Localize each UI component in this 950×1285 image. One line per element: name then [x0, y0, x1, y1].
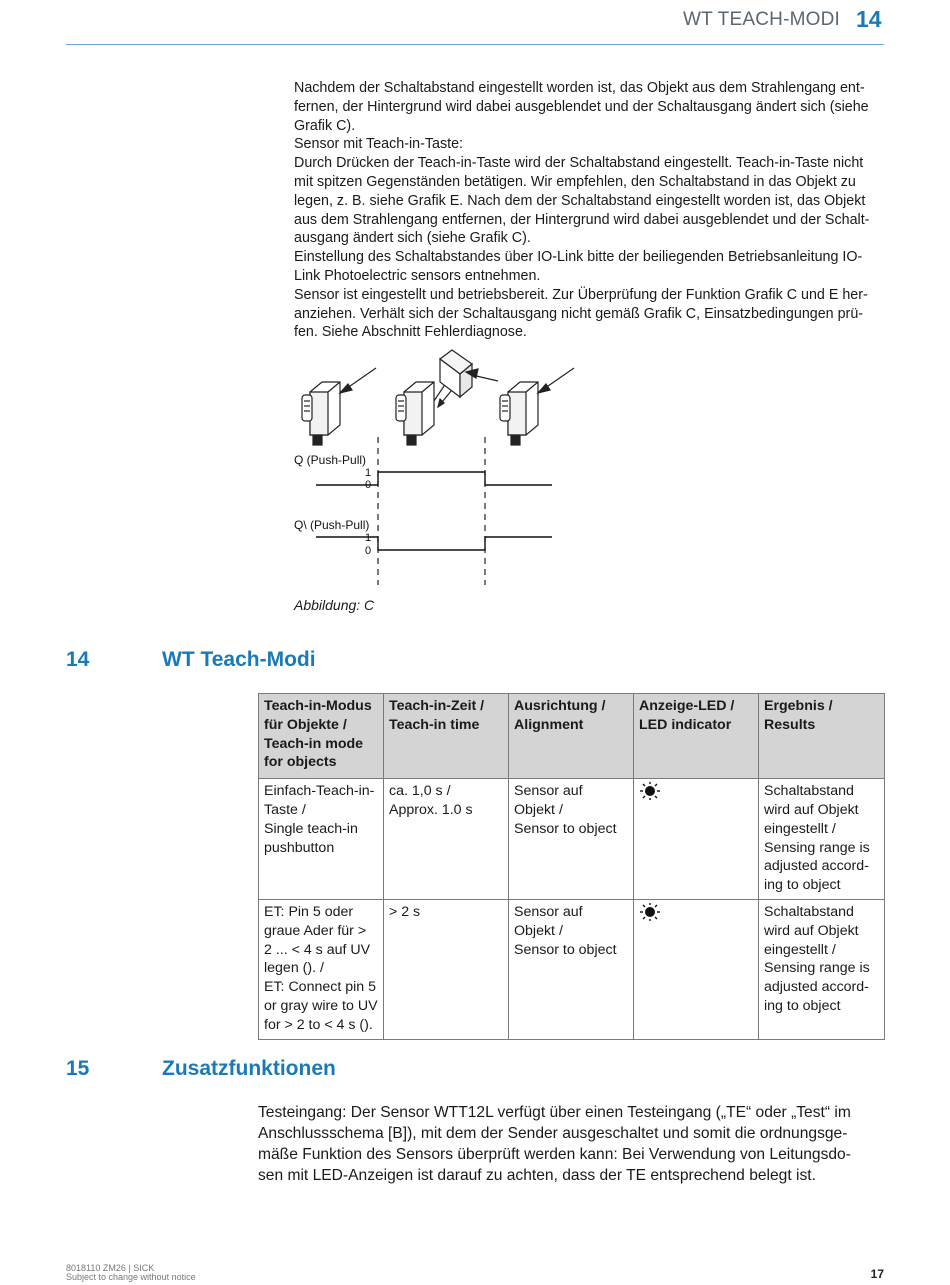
header-cell-line: Alignment [514, 716, 584, 733]
intro-line: Link Photoelectric sensors entnehmen. [294, 267, 541, 284]
signal-qn-label: Q\ (Push-Pull) [294, 518, 370, 532]
table-cell-led-icon [634, 899, 759, 1039]
section-15-line: Anschlussschema [B]), mit dem der Sender ausgeschaltet und somit die ordnungsge- [258, 1125, 848, 1142]
cell-line: adjusted accord- [764, 858, 869, 875]
footer-notice: Subject to change without notice [66, 1272, 196, 1282]
cell-line: eingestellt / [764, 820, 836, 837]
table-header-row [259, 694, 885, 779]
cell-line: Sensing range is [764, 960, 870, 977]
sensor-icon [302, 368, 376, 445]
cell-line: 2 ... < 4 s auf UV [264, 941, 371, 958]
cell-line: Einfach-Teach-in- [264, 783, 375, 800]
intro-line: mit spitzen Gegenständen betätigen. Wir empfehlen, den Schaltabstand in das Objekt zu [294, 173, 856, 190]
cell-line: eingestellt / [764, 941, 836, 958]
intro-line: ausgang ändert sich (siehe Grafik C). [294, 230, 531, 247]
header-cell-line: LED indicator [639, 716, 732, 733]
table-cell-result [759, 899, 885, 1039]
section-15-text [258, 1102, 886, 1186]
table-row [259, 779, 885, 900]
table-cell-led-icon [634, 779, 759, 900]
intro-line: fen. Siehe Abschnitt Fehlerdiagnose. [294, 324, 527, 341]
section-14-title: WT Teach-Modi [162, 648, 316, 671]
header-cell-line: for objects [264, 754, 337, 771]
cell-line: Taste / [264, 801, 306, 818]
cell-line: legen (). / [264, 960, 324, 977]
header-cell-line: für Objekte / [264, 716, 347, 733]
header-cell-line: Ausrichtung / [514, 698, 606, 714]
cell-line: for > 2 to < 4 s (). [264, 1016, 373, 1033]
section-14-number: 14 [66, 648, 90, 671]
cell-line: ing to object [764, 877, 841, 894]
table-header-cell [259, 694, 384, 779]
table-row [259, 899, 885, 1039]
cell-line: Single teach-in [264, 820, 358, 837]
intro-line: aus dem Strahlengang entfernen, der Hintergrund wird dabei ausgeblendet und der Schalt- [294, 211, 870, 228]
figure-caption: Abbildung: C [294, 597, 375, 613]
level-low-label: 0 [365, 479, 372, 491]
intro-text [294, 79, 886, 342]
cell-line: wird auf Objekt [764, 801, 859, 818]
cell-line: adjusted accord- [764, 979, 869, 996]
intro-line: Grafik C). [294, 117, 356, 134]
cell-line: Schaltabstand [764, 783, 854, 800]
intro-line: Durch Drücken der Teach-in-Taste wird der Schaltabstand eingestellt. Teach-in-Taste nicht [294, 155, 864, 172]
level-high-label: 1 [365, 467, 372, 479]
led-flashing-icon [639, 903, 661, 921]
table-header-cell [384, 694, 509, 779]
object-icon [440, 350, 498, 397]
cell-line: Approx. 1.0 s [389, 801, 473, 818]
cell-line: ET: Pin 5 oder [264, 903, 354, 920]
cell-line: or gray wire to UV [264, 997, 378, 1014]
header-cell-line: Ergebnis / [764, 698, 833, 714]
cell-line: > 2 s [389, 903, 421, 920]
section-15-title: Zusatzfunktionen [162, 1057, 336, 1080]
signal-q-trace [316, 472, 552, 485]
level-low-label: 0 [365, 545, 372, 557]
cell-line: ca. 1,0 s / [389, 783, 451, 800]
header-cell-line: Teach-in-Modus [264, 698, 372, 714]
table-header-cell [634, 694, 759, 779]
table-cell-time [384, 779, 509, 900]
header-cell-line: Teach-in-Zeit / [389, 698, 485, 714]
section-15-line: Testeingang: Der Sensor WTT12L verfügt über einen Testeingang („TE“ oder „Test“ im [258, 1104, 851, 1121]
cell-line: ET: Connect pin 5 [264, 979, 376, 996]
table-body [259, 779, 885, 1039]
header-title: WT TEACH-MODI [682, 9, 840, 30]
table-cell-result [759, 779, 885, 900]
intro-line: Einstellung des Schaltabstandes über IO-Link bitte der beiliegenden Betriebsanleitung IO- [294, 249, 863, 266]
table-cell-time [384, 899, 509, 1039]
cell-line: Objekt / [514, 922, 563, 939]
section-15-line: mäße Funktion des Sensors überprüft werden kann: Bei Verwendung von Leitungsdo- [258, 1146, 851, 1163]
header-cell-line: Results [764, 716, 816, 733]
cell-line: Sensor auf [514, 783, 583, 800]
level-high-label: 1 [365, 532, 372, 544]
cell-line: Sensor to object [514, 941, 617, 958]
cell-line: Sensor auf [514, 903, 583, 920]
cell-line: Schaltabstand [764, 903, 854, 920]
signal-q-label: Q (Push-Pull) [294, 453, 367, 467]
cell-line: ing to object [764, 997, 841, 1014]
header-cell-line: Anzeige-LED / [639, 698, 735, 714]
teach-diagram [288, 345, 588, 595]
intro-line: Sensor ist eingestellt und betriebsbereit. Zur Überprüfung der Funktion Grafik C und E her- [294, 286, 868, 303]
header-rule [66, 44, 884, 45]
intro-line: fernen, der Hintergrund wird dabei ausgeblendet und der Schaltausgang ändert sich (siehe [294, 98, 869, 115]
cell-line: wird auf Objekt [764, 922, 859, 939]
table-header-cell [509, 694, 634, 779]
table-cell-mode [259, 899, 384, 1039]
signal-qn-trace [316, 537, 552, 550]
cell-line: Sensing range is [764, 839, 870, 856]
footer-doc-id: 8018110 ZM26 | SICK [66, 1263, 155, 1273]
table-cell-alignment [509, 779, 634, 900]
intro-line: Nachdem der Schaltabstand eingestellt worden ist, das Objekt aus dem Strahlengang ent- [294, 80, 865, 96]
cell-line: pushbutton [264, 839, 335, 856]
footer-left [66, 1264, 196, 1282]
section-15-number: 15 [66, 1057, 90, 1080]
cell-line: Sensor to object [514, 820, 617, 837]
table-header-cell [759, 694, 885, 779]
teach-modes-table [258, 693, 885, 1040]
cell-line: graue Ader für > [264, 922, 367, 939]
header-cell-line: Teach-in mode [264, 735, 364, 752]
cell-line: Objekt / [514, 801, 563, 818]
header-chapter-number: 14 [856, 6, 882, 32]
intro-line: legen, z. B. siehe Grafik E. Nach dem der Schaltabstand eingestellt worden ist, das Objekt [294, 192, 866, 209]
led-flashing-icon [639, 782, 661, 800]
intro-line: Sensor mit Teach-in-Taste: [294, 136, 463, 153]
section-15-line: sen mit LED-Anzeigen ist darauf zu achten, dass der TE entsprechend belegt ist. [258, 1167, 816, 1184]
intro-line: anziehen. Verhält sich der Schaltausgang nicht gemäß Grafik C, Einsatzbedingungen prü- [294, 305, 864, 322]
table-cell-mode [259, 779, 384, 900]
sensor-icon [500, 368, 574, 445]
header-cell-line: Teach-in time [389, 716, 480, 733]
table-cell-alignment [509, 899, 634, 1039]
page-number: 17 [870, 1267, 884, 1281]
